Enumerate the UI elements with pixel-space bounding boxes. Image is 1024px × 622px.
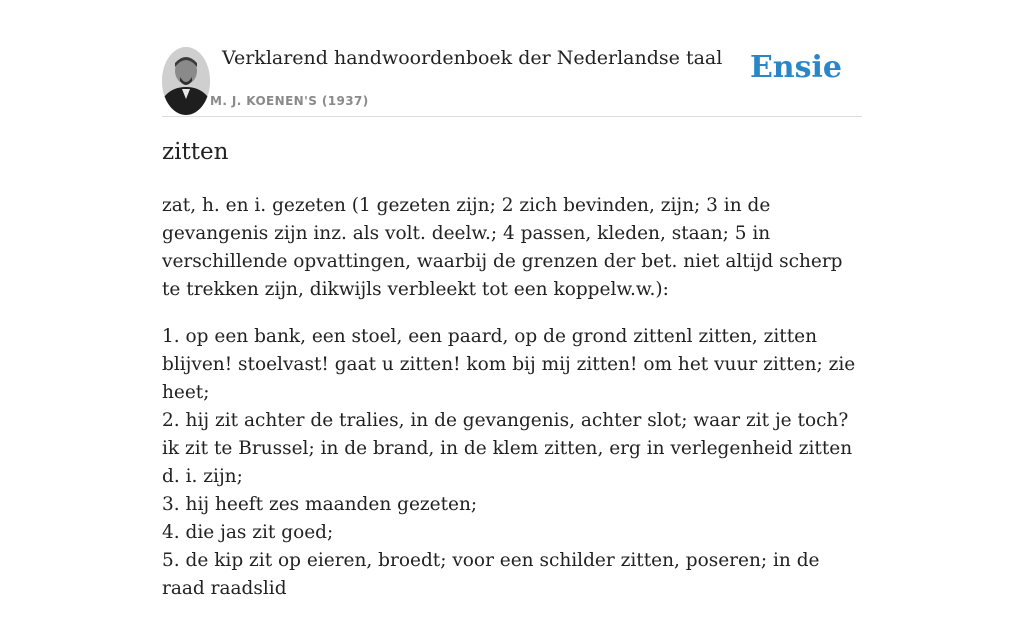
- entry-definition: [162, 192, 862, 622]
- entry-headword: zitten: [162, 139, 229, 165]
- dictionary-author: M. J. KOENEN'S (1937): [210, 94, 369, 108]
- ensie-logo-link[interactable]: Ensie: [749, 50, 842, 85]
- author-portrait: [162, 47, 210, 115]
- definition-senses: 1. op een bank, een stoel, een paard, op de grond zittenl zitten, zitten blijven! stoelvast! gaat u zitten! kom bij mij zitten! om het vuur zitten; zie heet; 2. hij zit achter de tralies, in de gevangenis, achter slot; waar zit je toch? ik zit te Brussel; in de brand, in de klem zitten, erg in verlegenheid zitten d. i. zijn; 3. hij heeft zes maanden gezeten; 4. die jas zit goed; 5. de kip zit op eieren, broedt; voor een schilder zitten, poseren; in de raad raadslid: [162, 326, 856, 599]
- header: [162, 44, 862, 117]
- definition-intro: zat, h. en i. gezeten (1 gezeten zijn; 2 zich bevinden, zijn; 3 in de gevangenis zijn inz. als volt. deelw.; 4 passen, kleden, staan; 5 in verschillende opvattingen, waarbij de grenzen der bet. niet altijd scherp te trekken zijn, dikwijls verbleekt tot een koppelw.w.):: [162, 195, 843, 300]
- author-portrait-image: [162, 47, 210, 115]
- dictionary-title: Verklarend handwoordenboek der Nederlandse taal: [222, 47, 723, 69]
